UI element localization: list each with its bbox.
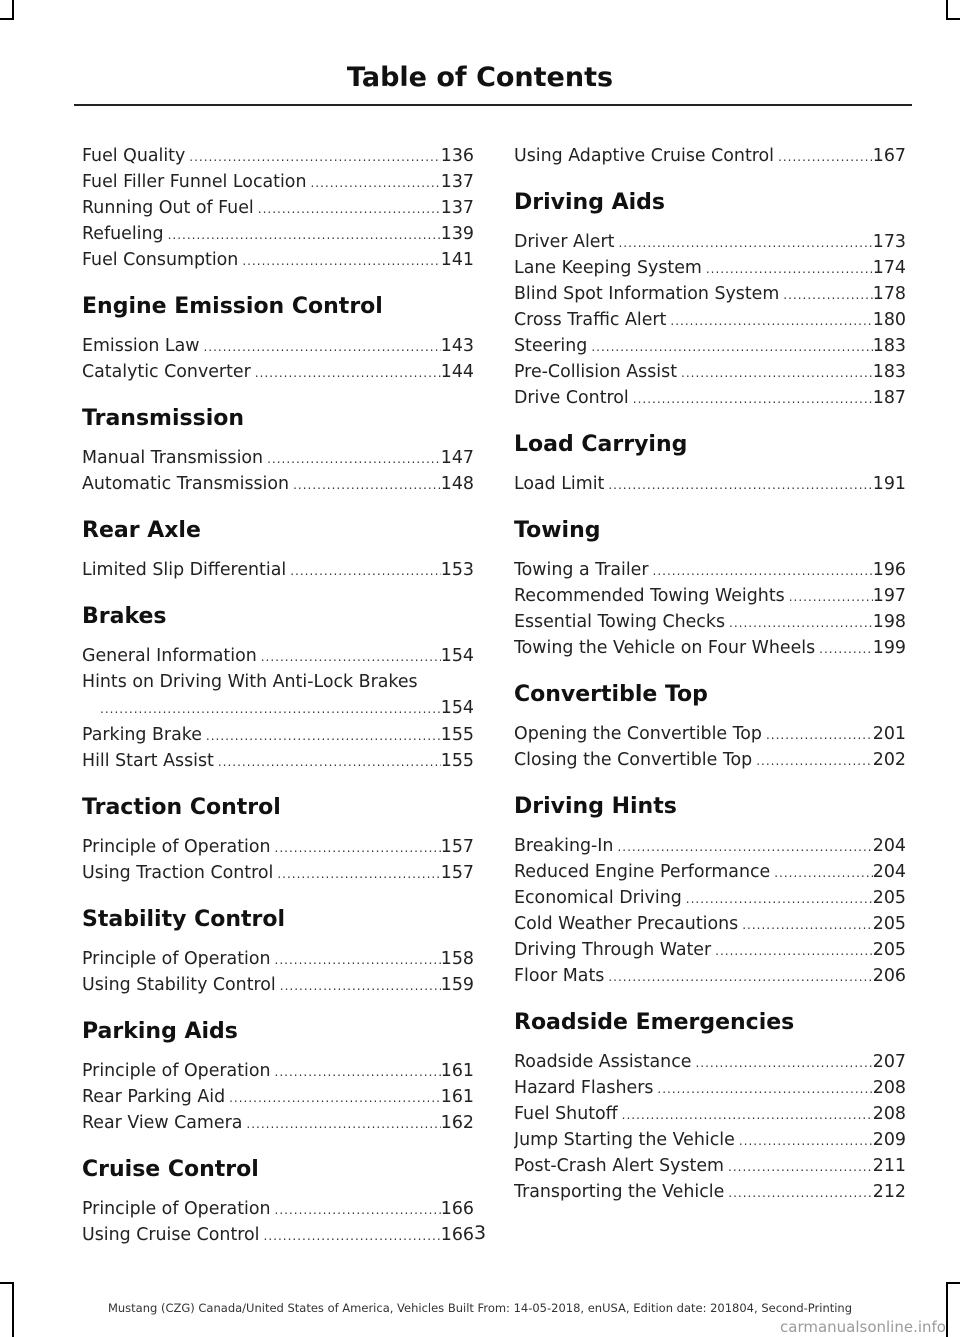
toc-entry[interactable]: [82, 722, 474, 748]
toc-entry-page: 155: [440, 725, 474, 745]
toc-entry[interactable]: [82, 860, 474, 886]
toc-entry-label: Towing the Vehicle on Four Wheels: [514, 638, 816, 658]
dot-leader: [310, 170, 440, 195]
toc-entry[interactable]: [82, 221, 474, 247]
toc-entry[interactable]: [82, 972, 474, 998]
toc-right-column: [514, 143, 906, 1205]
toc-entry[interactable]: [514, 635, 906, 661]
toc-entry-label: Fuel Filler Funnel Location: [82, 172, 307, 192]
toc-entry-label: Breaking-In: [514, 836, 614, 856]
dot-leader: [277, 861, 440, 886]
toc-entry[interactable]: [514, 1127, 906, 1153]
toc-entry[interactable]: [514, 333, 906, 359]
toc-entry-page: 208: [872, 1104, 906, 1124]
dot-leader: [293, 472, 441, 497]
crop-mark: [12, 0, 14, 18]
dot-leader: [255, 360, 441, 385]
dot-leader: [100, 696, 441, 722]
toc-entry-page: 166: [440, 1199, 474, 1219]
toc-entry-page: 155: [440, 751, 474, 771]
dot-leader: [189, 144, 441, 169]
toc-entry-label: Limited Slip Differential: [82, 560, 287, 580]
toc-entry-page: 205: [872, 888, 906, 908]
dot-leader: [617, 834, 872, 859]
dot-leader: [275, 1197, 441, 1222]
toc-entry[interactable]: [82, 247, 474, 273]
section-heading: Transmission: [82, 406, 245, 431]
toc-entry-label: Using Cruise Control: [82, 1225, 260, 1245]
toc-entry-label: Automatic Transmission: [82, 474, 290, 494]
crop-mark: [0, 18, 14, 20]
toc-entry-page: 157: [440, 863, 474, 883]
toc-entry[interactable]: [82, 1084, 474, 1110]
toc-entry-label: Roadside Assistance: [514, 1052, 692, 1072]
toc-entry-label: Fuel Quality: [82, 146, 186, 166]
toc-entry-page: 183: [872, 362, 906, 382]
toc-entry-page: 206: [872, 966, 906, 986]
toc-entry[interactable]: [514, 859, 906, 885]
toc-entry-label: Transporting the Vehicle: [514, 1182, 725, 1202]
dot-leader: [681, 360, 873, 385]
toc-entry-page: 157: [440, 837, 474, 857]
dot-leader: [695, 1050, 872, 1075]
toc-entry-label: Jump Starting the Vehicle: [514, 1130, 735, 1150]
toc-entry-label: Steering: [514, 336, 588, 356]
toc-entry[interactable]: [82, 1196, 474, 1222]
dot-leader: [242, 248, 440, 273]
toc-entry-label: Economical Driving: [514, 888, 682, 908]
toc-entry-page: 208: [872, 1078, 906, 1098]
toc-entry[interactable]: [514, 359, 906, 385]
dot-leader: [686, 886, 873, 911]
dot-leader: [789, 584, 873, 609]
section-heading: Engine Emission Control: [82, 294, 383, 319]
dot-leader: [229, 1085, 441, 1110]
toc-entry-label: Hill Start Assist: [82, 751, 214, 771]
toc-entry-label: Blind Spot Information System: [514, 284, 780, 304]
dot-leader: [728, 1180, 873, 1205]
toc-entry-page: 204: [872, 862, 906, 882]
dot-leader: [819, 636, 873, 661]
toc-entry[interactable]: [82, 669, 474, 722]
toc-entry-label: Emission Law: [82, 336, 200, 356]
toc-entry[interactable]: [82, 195, 474, 221]
toc-entry[interactable]: [82, 1110, 474, 1136]
dot-leader: [633, 386, 873, 411]
dot-leader: [275, 835, 441, 860]
toc-entry-label: Essential Towing Checks: [514, 612, 726, 632]
dot-leader: [258, 196, 441, 221]
toc-entry[interactable]: [82, 143, 474, 169]
toc-entry[interactable]: [82, 946, 474, 972]
toc-entry[interactable]: [514, 911, 906, 937]
toc-entry-label: Running Out of Fuel: [82, 198, 254, 218]
title-rule: [74, 104, 912, 106]
toc-entry-label: Load Limit: [514, 474, 605, 494]
crop-mark: [946, 1282, 960, 1284]
toc-entry-label: Using Stability Control: [82, 975, 276, 995]
toc-entry-label: Post-Crash Alert System: [514, 1156, 724, 1176]
dot-leader: [206, 723, 441, 748]
toc-entry-page: 161: [440, 1087, 474, 1107]
crop-mark: [946, 0, 948, 18]
toc-entry[interactable]: [514, 1153, 906, 1179]
toc-entry[interactable]: [82, 445, 474, 471]
toc-entry-page: 158: [440, 949, 474, 969]
toc-entry[interactable]: [514, 833, 906, 859]
toc-entry-page: 141: [440, 250, 474, 270]
dot-leader: [766, 722, 873, 747]
dot-leader: [267, 446, 441, 471]
toc-entry[interactable]: [514, 307, 906, 333]
toc-entry-label: Hazard Flashers: [514, 1078, 654, 1098]
toc-left-column: [82, 143, 474, 1248]
toc-entry-page: 147: [440, 448, 474, 468]
section-heading: Rear Axle: [82, 518, 201, 543]
toc-entry-page: 196: [872, 560, 906, 580]
toc-entry[interactable]: [514, 721, 906, 747]
toc-entry[interactable]: [514, 1101, 906, 1127]
toc-entry-continuation: [82, 695, 474, 722]
toc-entry-label: Rear Parking Aid: [82, 1087, 226, 1107]
toc-entry[interactable]: [82, 643, 474, 669]
toc-entry-label: Using Traction Control: [82, 863, 274, 883]
toc-entry-label: Lane Keeping System: [514, 258, 702, 278]
dot-leader: [275, 947, 441, 972]
toc-entry[interactable]: [514, 609, 906, 635]
section-heading: Brakes: [82, 604, 167, 629]
toc-entry-page: 174: [872, 258, 906, 278]
toc-entry[interactable]: [82, 169, 474, 195]
section-heading: Towing: [514, 518, 601, 543]
toc-entry-label: Towing a Trailer: [514, 560, 649, 580]
toc-entry-label: Cold Weather Precautions: [514, 914, 739, 934]
toc-entry-page: 173: [872, 232, 906, 252]
toc-entry-page: 136: [440, 146, 474, 166]
toc-entry-label: Rear View Camera: [82, 1113, 243, 1133]
toc-entry[interactable]: [514, 885, 906, 911]
section-heading: Stability Control: [82, 907, 286, 932]
toc-entry-page: 183: [872, 336, 906, 356]
toc-entry-page: 144: [440, 362, 474, 382]
toc-entry-label: Principle of Operation: [82, 1061, 271, 1081]
section-heading: Cruise Control: [82, 1157, 259, 1182]
dot-leader: [670, 308, 872, 333]
toc-entry-page: 143: [440, 336, 474, 356]
crop-mark: [0, 1282, 14, 1284]
toc-entry[interactable]: [514, 1049, 906, 1075]
toc-entry[interactable]: [82, 359, 474, 385]
dot-leader: [203, 334, 440, 359]
toc-entry-label: Driver Alert: [514, 232, 615, 252]
dot-leader: [774, 860, 873, 885]
page-title: Table of Contents: [346, 62, 614, 93]
toc-entry-page: 178: [872, 284, 906, 304]
toc-entry[interactable]: [82, 333, 474, 359]
dot-leader: [653, 558, 873, 583]
dot-leader: [280, 973, 441, 998]
toc-entry[interactable]: [514, 229, 906, 255]
toc-entry[interactable]: [514, 747, 906, 773]
dot-leader: [657, 1076, 872, 1101]
dot-leader: [246, 1111, 440, 1136]
dot-leader: [608, 964, 872, 989]
section-heading: Roadside Emergencies: [514, 1010, 795, 1035]
section-heading: Traction Control: [82, 795, 281, 820]
toc-entry-label: Fuel Consumption: [82, 250, 239, 270]
toc-entry-label: Cross Traffic Alert: [514, 310, 667, 330]
toc-entry-label: Fuel Shutoff: [514, 1104, 618, 1124]
toc-entry-label: Principle of Operation: [82, 837, 271, 857]
toc-entry[interactable]: [514, 937, 906, 963]
section-heading: Driving Hints: [514, 794, 677, 819]
toc-entry-page: 153: [440, 560, 474, 580]
section-heading: Convertible Top: [514, 682, 708, 707]
dot-leader: [290, 558, 441, 583]
watermark: carmanualsonline.info: [780, 1318, 946, 1336]
toc-entry-label: Manual Transmission: [82, 448, 264, 468]
dot-leader: [756, 748, 873, 773]
dot-leader: [591, 334, 872, 359]
toc-entry[interactable]: [514, 471, 906, 497]
toc-entry-label: Hints on Driving With Anti-Lock Brakes: [82, 672, 418, 692]
dot-leader: [622, 1102, 873, 1127]
toc-entry-label: Opening the Convertible Top: [514, 724, 762, 744]
toc-entry[interactable]: [514, 385, 906, 411]
toc-entry[interactable]: [514, 143, 906, 169]
toc-entry-page: 166: [440, 1225, 474, 1245]
toc-entry[interactable]: [82, 471, 474, 497]
toc-entry-page: 197: [872, 586, 906, 606]
toc-entry-label: Principle of Operation: [82, 949, 271, 969]
toc-entry[interactable]: [82, 748, 474, 774]
toc-entry-page: 204: [872, 836, 906, 856]
toc-entry-page: 162: [440, 1113, 474, 1133]
toc-entry-label: Using Adaptive Cruise Control: [514, 146, 775, 166]
dot-leader: [783, 282, 873, 307]
dot-leader: [261, 644, 441, 669]
toc-entry-page: 207: [872, 1052, 906, 1072]
toc-entry[interactable]: [514, 1179, 906, 1205]
toc-entry-label: Drive Control: [514, 388, 629, 408]
toc-entry-label: General Information: [82, 646, 257, 666]
section-heading: Parking Aids: [82, 1019, 238, 1044]
dot-leader: [778, 144, 873, 169]
toc-entry-page: 161: [440, 1061, 474, 1081]
toc-entry[interactable]: [514, 963, 906, 989]
toc-entry-page: 159: [440, 975, 474, 995]
toc-entry-page: 212: [872, 1182, 906, 1202]
toc-entry-page: 205: [872, 940, 906, 960]
toc-entry[interactable]: [82, 834, 474, 860]
dot-leader: [218, 749, 441, 774]
toc-entry-label: Refueling: [82, 224, 164, 244]
toc-entry[interactable]: [514, 281, 906, 307]
page-number: 3: [473, 1222, 487, 1244]
dot-leader: [168, 222, 441, 247]
toc-entry-page: 199: [872, 638, 906, 658]
crop-mark: [946, 18, 960, 20]
toc-entry[interactable]: [514, 1075, 906, 1101]
toc-entry-label: Closing the Convertible Top: [514, 750, 753, 770]
toc-entry-page: 211: [872, 1156, 906, 1176]
dot-leader: [275, 1059, 441, 1084]
toc-entry-page: 191: [872, 474, 906, 494]
toc-entry[interactable]: [514, 557, 906, 583]
dot-leader: [728, 1154, 873, 1179]
dot-leader: [608, 472, 872, 497]
toc-entry-page: 167: [872, 146, 906, 166]
toc-entry-page: 180: [872, 310, 906, 330]
dot-leader: [706, 256, 873, 281]
toc-entry-label: Floor Mats: [514, 966, 605, 986]
toc-entry-label: Pre-Collision Assist: [514, 362, 678, 382]
toc-entry-page: 198: [872, 612, 906, 632]
dot-leader: [742, 912, 873, 937]
toc-entry[interactable]: [82, 557, 474, 583]
toc-entry-page: 154: [440, 646, 474, 666]
dot-leader: [618, 230, 872, 255]
toc-entry-label: Recommended Towing Weights: [514, 586, 785, 606]
toc-entry-page: 202: [872, 750, 906, 770]
section-heading: Driving Aids: [514, 190, 666, 215]
dot-leader: [729, 610, 873, 635]
toc-entry-page: 148: [440, 474, 474, 494]
toc-entry-label: Parking Brake: [82, 725, 202, 745]
toc-entry-page: 137: [440, 172, 474, 192]
toc-entry[interactable]: [82, 1058, 474, 1084]
toc-entry-label: Reduced Engine Performance: [514, 862, 771, 882]
toc-entry-label: Catalytic Converter: [82, 362, 251, 382]
toc-entry-page: 205: [872, 914, 906, 934]
toc-entry-page: 139: [440, 224, 474, 244]
toc-entry-page: 137: [440, 198, 474, 218]
section-heading: Load Carrying: [514, 432, 688, 457]
toc-entry[interactable]: [514, 255, 906, 281]
dot-leader: [739, 1128, 873, 1153]
footer-text: Mustang (CZG) Canada/United States of America, Vehicles Built From: 14-05-2018, enUSA, Edition date: 201804, Second-Printing: [107, 1301, 853, 1315]
toc-entry-page: 154: [440, 698, 474, 718]
toc-entry[interactable]: [514, 583, 906, 609]
dot-leader: [715, 938, 873, 963]
toc-entry-label: Driving Through Water: [514, 940, 712, 960]
toc-entry-label: Principle of Operation: [82, 1199, 271, 1219]
toc-entry-page: 201: [872, 724, 906, 744]
toc-entry-page: 209: [872, 1130, 906, 1150]
toc-entry-page: 187: [872, 388, 906, 408]
